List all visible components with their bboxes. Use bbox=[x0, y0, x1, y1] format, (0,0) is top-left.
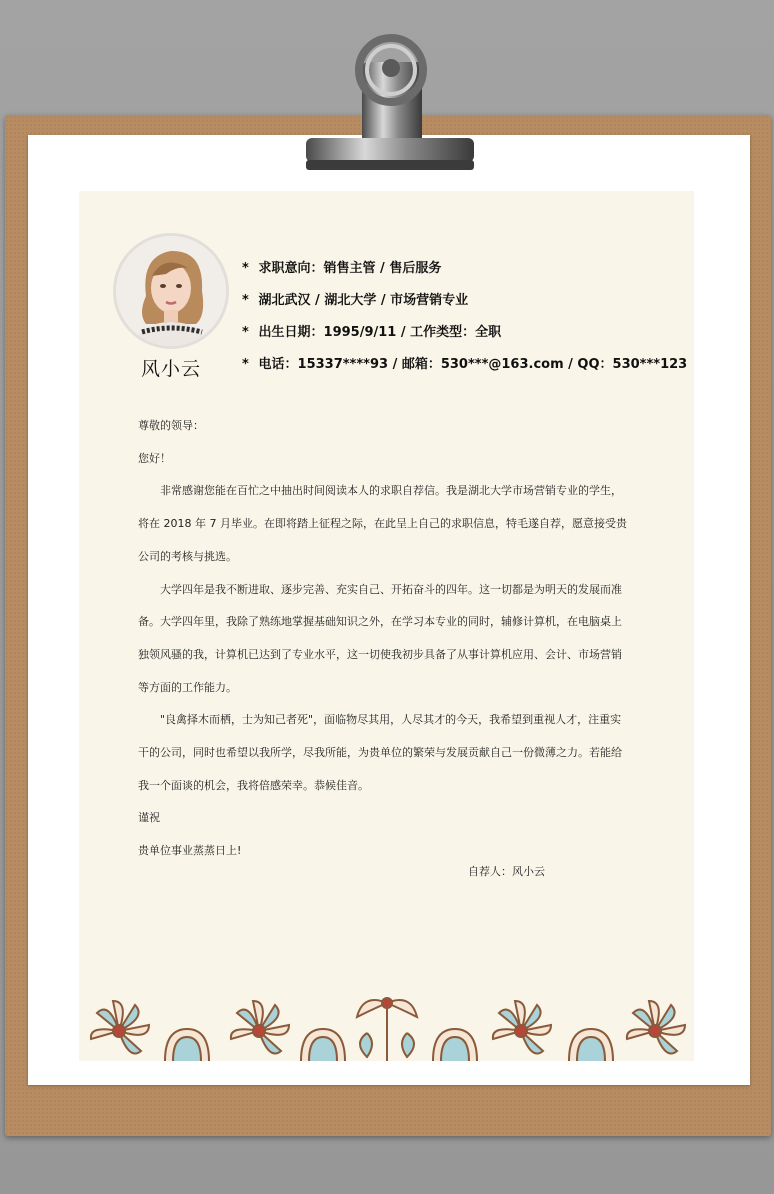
info-row: * 出生日期：1995/9/11 / 工作类型：全职 bbox=[242, 325, 502, 340]
info-row: * 电话：15337****93 / 邮箱：530***@163.com / QQ：530***123 bbox=[242, 357, 688, 372]
letter-greeting: 您好！ bbox=[138, 451, 171, 465]
avatar bbox=[113, 233, 229, 349]
letter-paragraph-1: 非常感谢您能在百忙之中抽出时间阅读本人的求职自荐信。我是湖北大学市场营销专业的学生，将在 2018 年 7 月毕业。在即将踏上征程之际，在此呈上自己的求职信息，特毛遂自荐，愿意接受贵公司的考核与挑选。 bbox=[138, 484, 627, 563]
letter-closing-2: 贵单位事业蒸蒸日上! bbox=[138, 844, 242, 858]
flower-border-icon bbox=[79, 985, 694, 1061]
personal-info bbox=[242, 257, 688, 385]
letter-signature: 自荐人：风小云 bbox=[468, 865, 545, 878]
info-row: * 求职意向：销售主管 / 售后服务 bbox=[242, 261, 442, 276]
location-school-major: 湖北武汉 / 湖北大学 / 市场营销专业 bbox=[258, 293, 469, 308]
portrait-image bbox=[116, 236, 226, 346]
binder-clip-icon bbox=[300, 22, 480, 182]
letter-closing-1: 谨祝 bbox=[138, 811, 160, 825]
letter-paragraph-2: 大学四年是我不断进取、逐步完善、充实自己、开拓奋斗的四年。这一切都是为明天的发展而准备。大学四年里，我除了熟练地掌握基础知识之外，在学习本专业的同时，辅修计算机，在电脑桌上独领风骚的我，计算机已达到了专业水平，这一切使我初步具备了从事计算机应用、会计、市场营销等方面的工作能力。 bbox=[138, 582, 622, 694]
cover-letter bbox=[138, 410, 628, 868]
job-intention: 求职意向：销售主管 / 售后服务 bbox=[258, 261, 442, 276]
applicant-name: 风小云 bbox=[140, 358, 201, 380]
birth-and-job-type: 出生日期：1995/9/11 / 工作类型：全职 bbox=[258, 325, 502, 340]
letter-paragraph-3: "良禽择木而栖，士为知己者死"，面临物尽其用，人尽其才的今天，我希望到重视人才，注重实干的公司，同时也希望以我所学，尽我所能，为贵单位的繁荣与发展贡献自己一份微薄之力。若能给我一个面谈的机会，我将倍感荣幸。恭候佳音。 bbox=[138, 713, 622, 792]
letter-salutation: 尊敬的领导： bbox=[138, 419, 204, 432]
contact-info: 电话：15337****93 / 邮箱：530***@163.com / QQ：530***123 bbox=[258, 357, 688, 372]
info-row: * 湖北武汉 / 湖北大学 / 市场营销专业 bbox=[242, 293, 469, 308]
